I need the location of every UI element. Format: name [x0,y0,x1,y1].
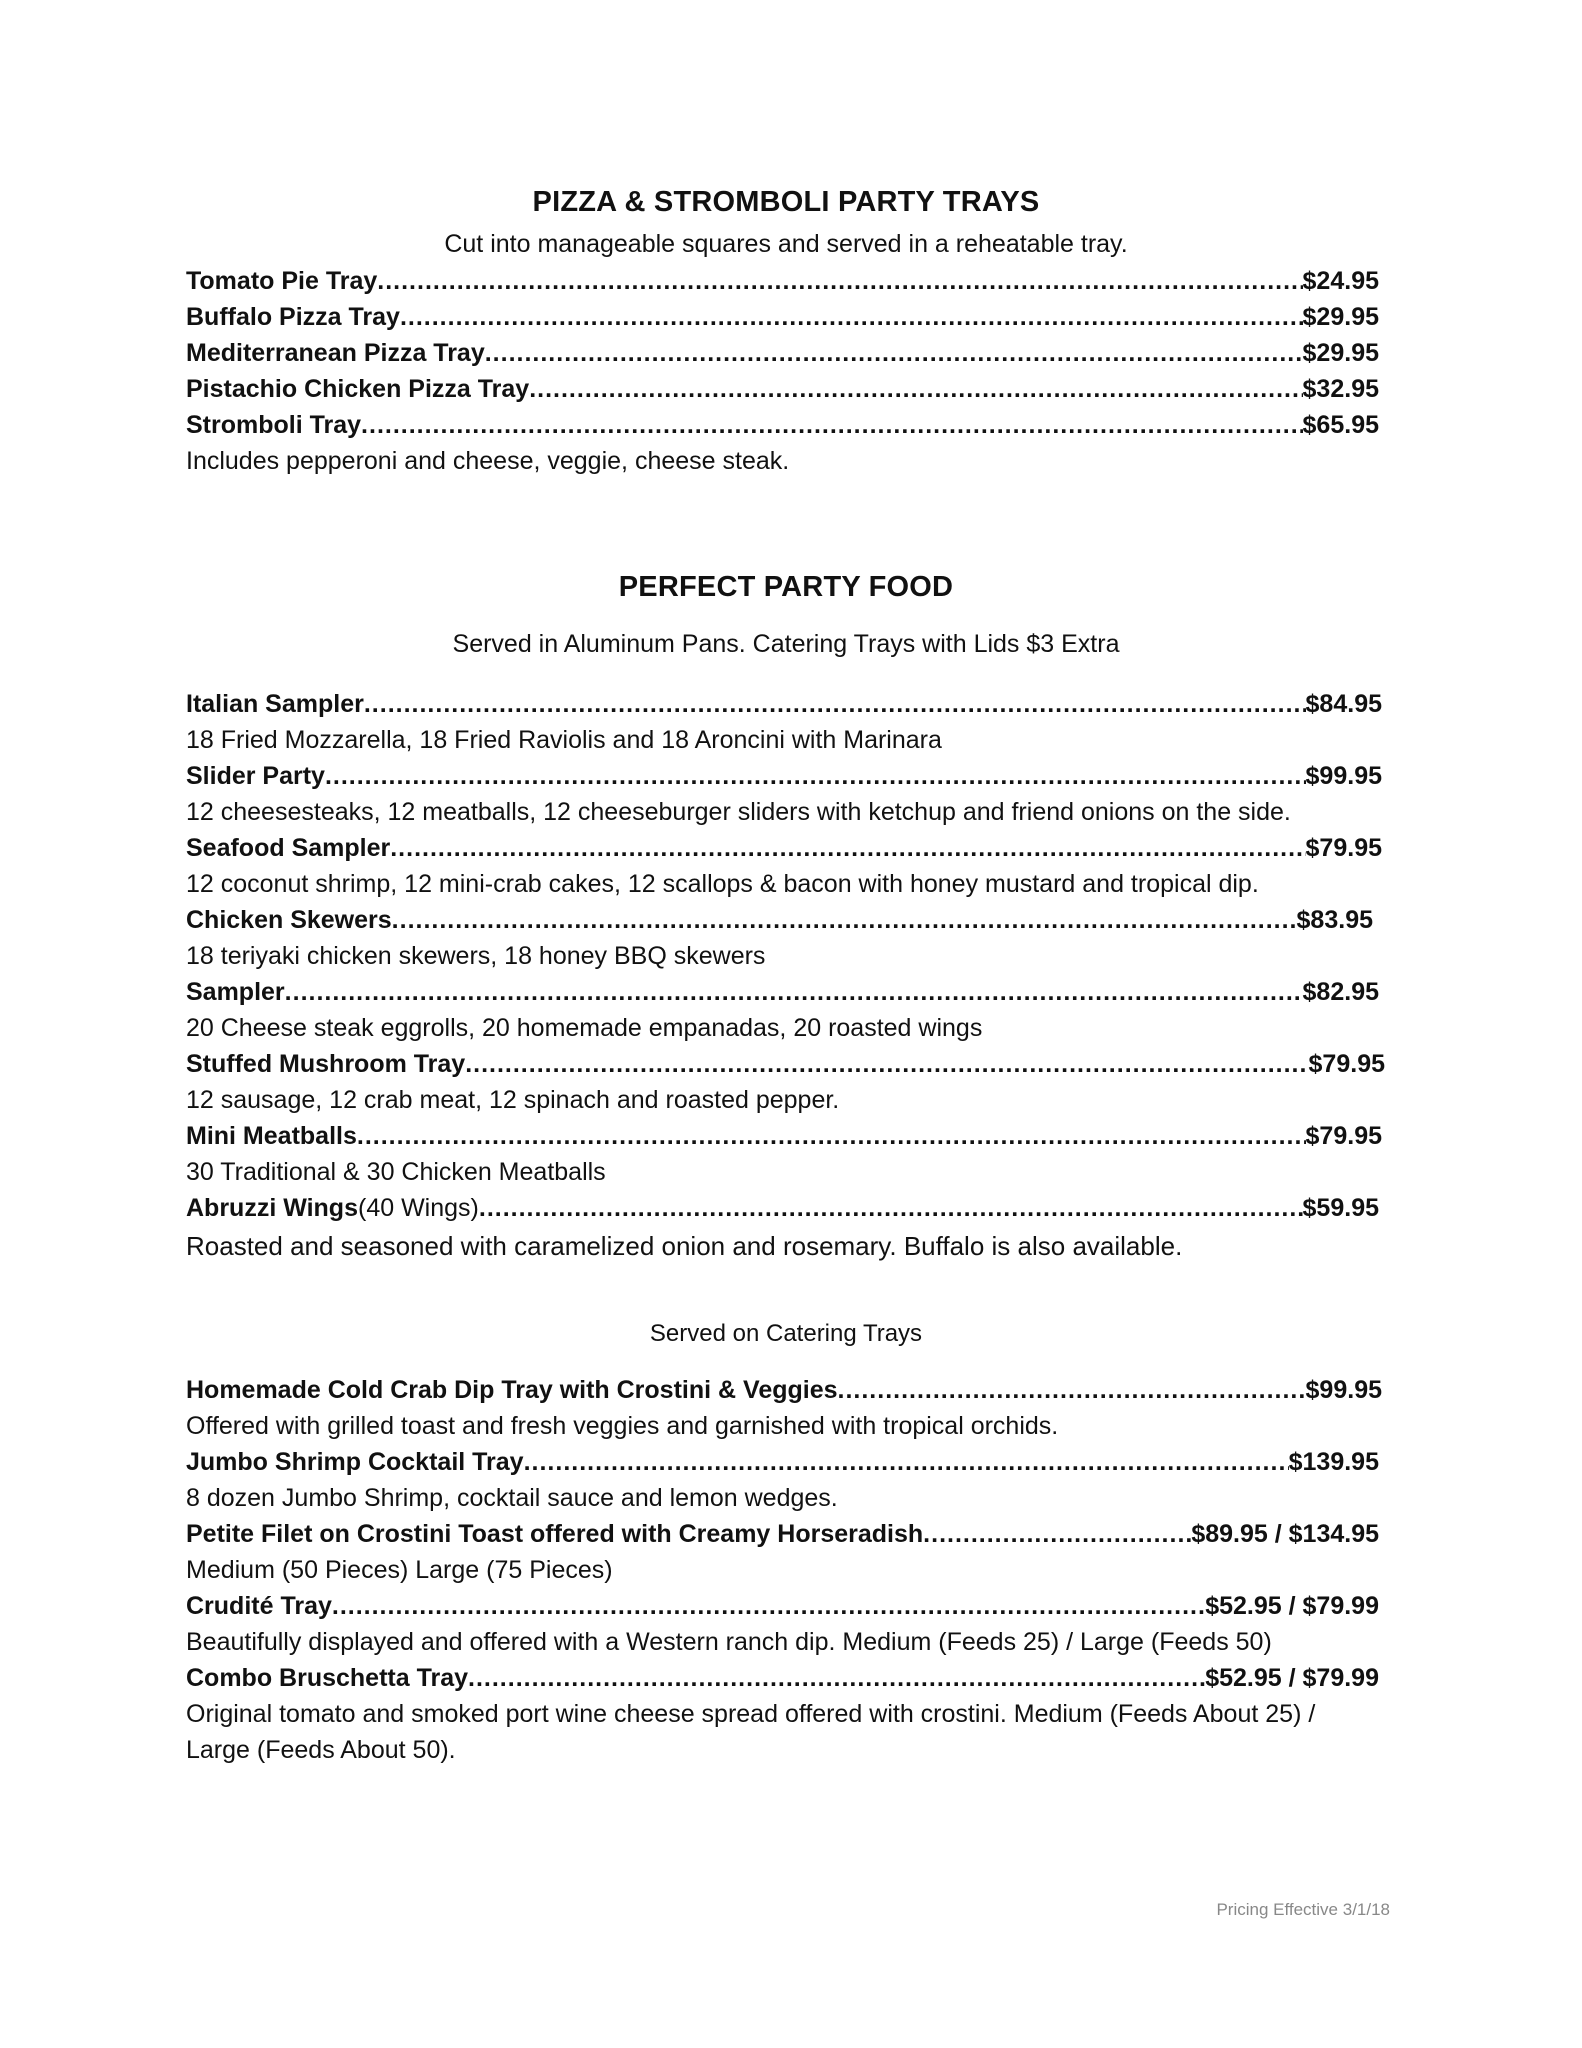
item-description: 12 sausage, 12 crab meat, 12 spinach and roasted pepper. [186,1086,840,1114]
leader-dots [361,407,1302,443]
item-description: 18 Fried Mozzarella, 18 Fried Raviolis and 18 Aroncini with Marinara [186,726,942,754]
menu-item [186,1588,1379,1624]
leader-dots [479,1190,1303,1226]
leader-dots [390,830,1305,866]
item-price: $24.95 [1302,267,1379,295]
item-price: $52.95 / $79.99 [1205,1664,1379,1692]
item-description: 12 coconut shrimp, 12 mini-crab cakes, 12 scallops & bacon with honey mustard and tropical dip. [186,870,1259,898]
item-description: Beautifully displayed and offered with a Western ranch dip. Medium (Feeds 25) / Large (Feeds 50) [186,1628,1272,1656]
leader-dots [400,299,1303,335]
item-name: Stromboli Tray [186,411,362,439]
item-name: Chicken Skewers [186,906,392,934]
item-price: $59.95 [1302,1194,1379,1222]
item-price: $52.95 / $79.99 [1205,1592,1379,1620]
menu-item [186,1372,1382,1408]
leader-dots [357,1118,1306,1154]
menu-item [186,1118,1382,1154]
item-name: Italian Sampler [186,690,364,718]
item-name: Sampler [186,978,285,1006]
item-price: $29.95 [1302,303,1379,331]
item-price: $32.95 [1302,375,1379,403]
leader-dots [468,1660,1205,1696]
item-description: Medium (50 Pieces) Large (75 Pieces) [186,1556,613,1584]
menu-item [186,1190,1379,1226]
item-name: Homemade Cold Crab Dip Tray with Crostini & Veggies [186,1376,838,1404]
menu-item [186,1046,1385,1082]
menu-item [186,974,1379,1010]
menu-item [186,299,1379,335]
item-name: Buffalo Pizza Tray [186,303,400,331]
item-name: Mini Meatballs [186,1122,357,1150]
item-description: 12 cheesesteaks, 12 meatballs, 12 cheeseburger sliders with ketchup and friend onions on the side. [186,798,1291,826]
item-price: $79.95 [1305,1122,1382,1150]
item-price: $99.95 [1305,762,1382,790]
item-name: Mediterranean Pizza Tray [186,339,485,367]
item-price: $83.95 [1296,906,1373,934]
menu-item [186,371,1379,407]
item-name: Crudité Tray [186,1592,332,1620]
trays-section-subtitle: Served on Catering Trays [649,1320,923,1347]
item-price: $29.95 [1302,339,1379,367]
item-name: Petite Filet on Crostini Toast offered with Creamy Horseradish [186,1520,924,1548]
item-name: Seafood Sampler [186,834,391,862]
menu-item [186,902,1373,938]
pizza-section-subtitle: Cut into manageable squares and served in a reheatable tray. [444,230,1128,258]
leader-dots [364,686,1306,722]
item-price: $89.95 / $134.95 [1191,1520,1379,1548]
item-price: $79.95 [1308,1050,1385,1078]
item-price: $139.95 [1288,1448,1379,1476]
leader-dots [524,1444,1289,1480]
menu-item [186,1444,1379,1480]
item-description: 18 teriyaki chicken skewers, 18 honey BBQ skewers [186,942,766,970]
item-name: Jumbo Shrimp Cocktail Tray [186,1448,524,1476]
pizza-note: Includes pepperoni and cheese, veggie, cheese steak. [186,447,790,475]
item-price: $65.95 [1302,411,1379,439]
item-name: Slider Party [186,762,325,790]
item-description: 30 Traditional & 30 Chicken Meatballs [186,1158,606,1186]
menu-item [186,686,1382,722]
menu-item [186,263,1379,299]
menu-item [186,407,1379,443]
item-note: (40 Wings) [358,1194,479,1222]
pizza-section-title: PIZZA & STROMBOLI PARTY TRAYS [532,186,1040,218]
item-name: Combo Bruschetta Tray [186,1664,469,1692]
item-price: $99.95 [1305,1376,1382,1404]
item-price: $79.95 [1305,834,1382,862]
item-description: 20 Cheese steak eggrolls, 20 homemade empanadas, 20 roasted wings [186,1014,983,1042]
item-name: Tomato Pie Tray [186,267,378,295]
item-name: Pistachio Chicken Pizza Tray [186,375,530,403]
item-price: $84.95 [1305,690,1382,718]
leader-dots [838,1372,1306,1408]
item-description: Roasted and seasoned with caramelized onion and rosemary. Buffalo is also available. [186,1231,1183,1261]
menu-item [186,830,1382,866]
item-name: Stuffed Mushroom Tray [186,1050,466,1078]
item-description: Offered with grilled toast and fresh veggies and garnished with tropical orchids. [186,1412,1059,1440]
menu-item [186,1516,1379,1552]
menu-item [186,1660,1379,1696]
item-name: Abruzzi Wings [186,1194,358,1222]
leader-dots [923,1516,1191,1552]
party-section-title: PERFECT PARTY FOOD [618,571,954,603]
leader-dots [325,758,1306,794]
item-price: $82.95 [1302,978,1379,1006]
leader-dots [392,902,1297,938]
menu-item [186,335,1379,371]
leader-dots [332,1588,1205,1624]
leader-dots [529,371,1302,407]
leader-dots [485,335,1303,371]
leader-dots [377,263,1302,299]
pricing-effective-note: Pricing Effective 3/1/18 [1216,1900,1390,1919]
leader-dots [285,974,1303,1010]
item-description: Original tomato and smoked port wine cheese spread offered with crostini. Medium (Feeds About 25) / Large (Feeds About 50). [186,1700,1316,1764]
leader-dots [465,1046,1308,1082]
menu-item [186,758,1382,794]
item-description: 8 dozen Jumbo Shrimp, cocktail sauce and lemon wedges. [186,1484,838,1512]
party-section-subtitle: Served in Aluminum Pans. Catering Trays with Lids $3 Extra [452,630,1120,658]
